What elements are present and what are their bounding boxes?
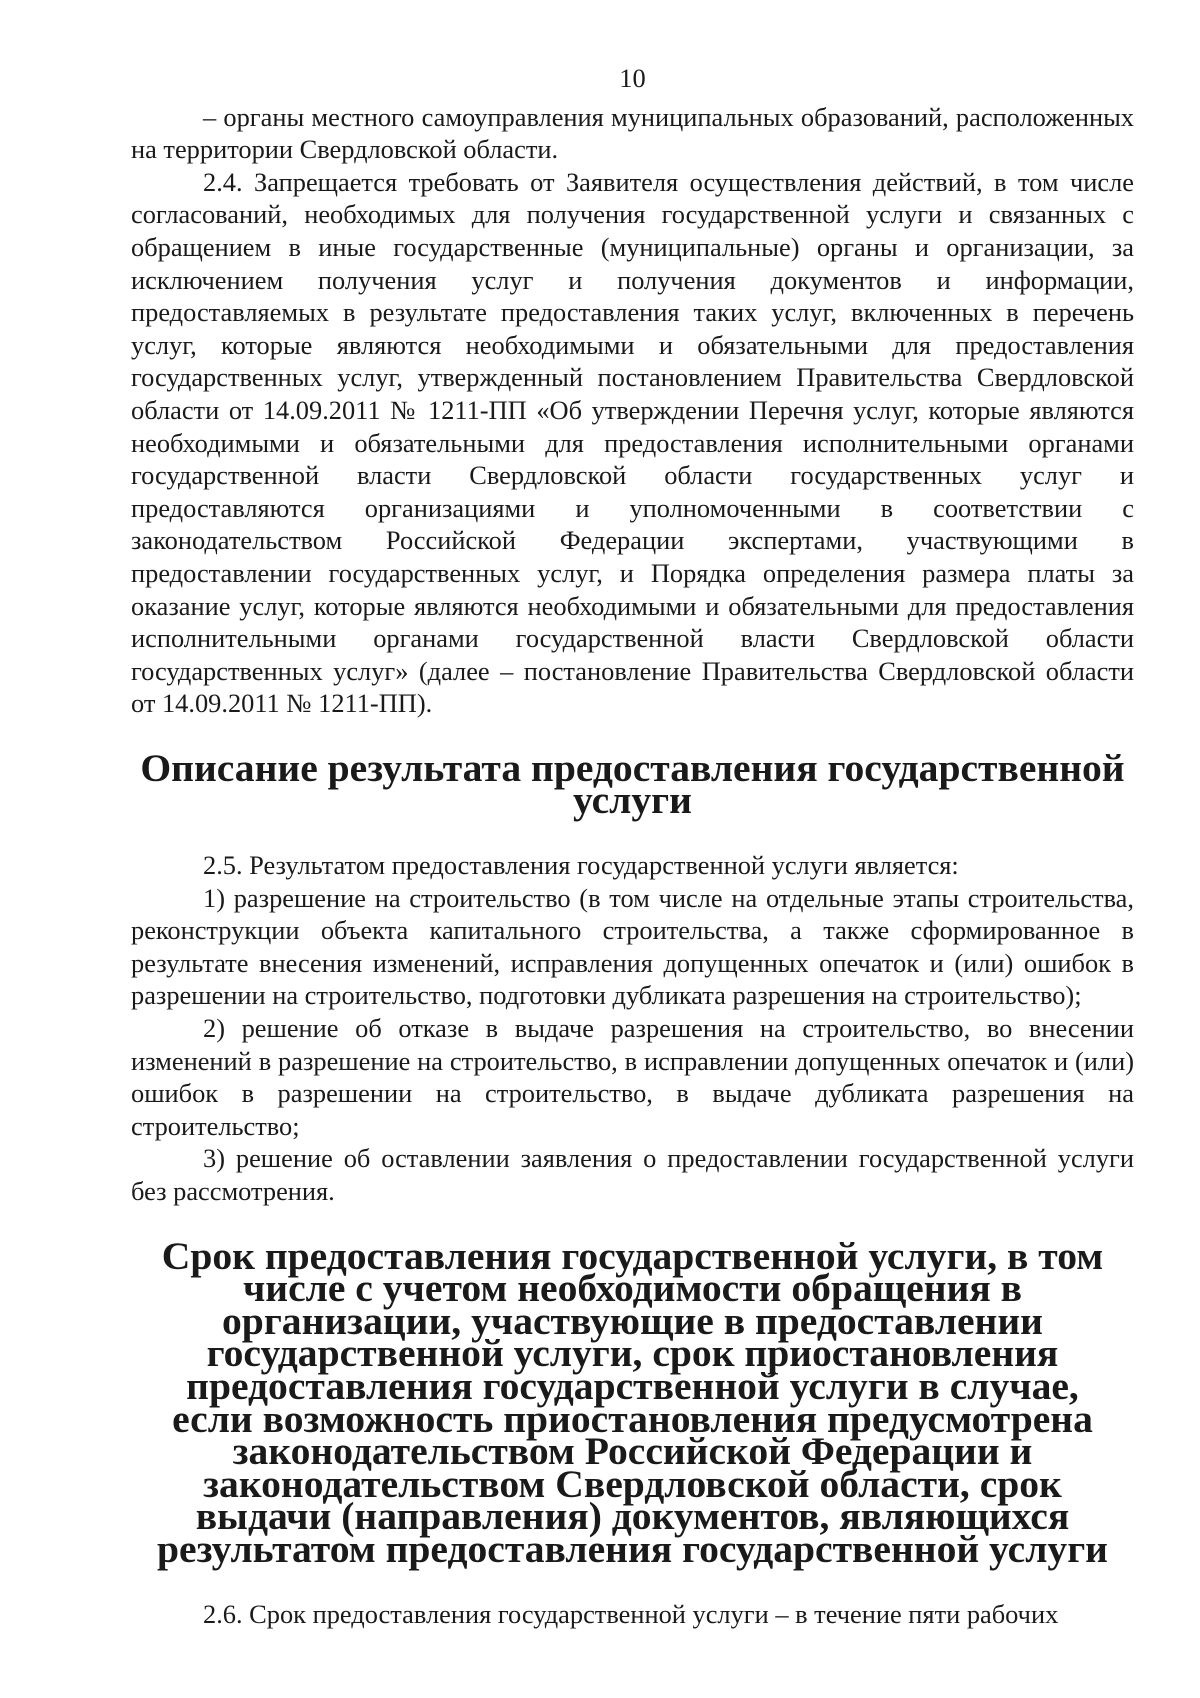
page-number: 10 <box>619 63 646 93</box>
paragraph-2-5: 2.5. Результатом предоставления государственной услуги является: <box>203 850 959 881</box>
paragraph-local-authorities: – органы местного самоуправления муниципальных образований, расположенных на территории Свердловской области. <box>131 101 1134 165</box>
document-page <box>131 62 1134 1630</box>
section-heading-term: Срок предоставления государственной услуги, в том числе с учетом необходимости обращения в организации, участвующие в предоставлении государственной услуги, срок приостановления предоставления государственной услуги в случае, если возможность приостановления предусмотрена законодательством Российской Федерации и законодательством Свердловской области, срок выдачи (направления) документов, являющихся результатом предоставления государственной услуги <box>157 1233 1108 1571</box>
list-item-3: 3) решение об оставлении заявления о предоставлении государственной услуги без рассмотрения. <box>131 1143 1134 1206</box>
paragraph-2-6: 2.6. Срок предоставления государственной услуги – в течение пяти рабочих <box>203 1598 1059 1629</box>
section-heading-result: Описание результата предоставления государственной услуги <box>140 745 1125 823</box>
list-item-2: 2) решение об отказе в выдаче разрешения на строительство, во внесении изменений в разрешение на строительство, в исправлении допущенных опечаток и (или) ошибок в разрешении на строительство, в выдаче дубликата разрешения на строительство; <box>131 1013 1134 1141</box>
list-item-1: 1) разрешение на строительство (в том числе на отдельные этапы строительства, реконструкции объекта капитального строительства, а также сформированное в результате внесения изменений, исправления допущенных опечаток и (или) ошибок в разрешении на строительство, подготовки дубликата разрешения на строительство); <box>131 882 1134 1011</box>
paragraph-2-4: 2.4. Запрещается требовать от Заявителя осуществления действий, в том числе согласований, необходимых для получения государственной услуги и связанных с обращением в иные государственные (муниципальные) органы и организации, за исключением получения услуг и получения документов и информации, предоставляемых в результате предоставления таких услуг, включенных в перечень услуг, которые являются необходимыми и обязательными для предоставления государственных услуг, утвержденный постановлением Правительства Свердловской области от 14.09.2011 № 1211-ПП «Об утверждении Перечня услуг, которые являются необходимыми и обязательными для предоставления исполнительными органами государственной власти Свердловской области государственных услуг и предоставляются организациями и уполномоченными в соответствии с законодательством Российской Федерации экспертами, участвующими в предоставлении государственных услуг, и Порядка определения размера платы за оказание услуг, которые являются необходимыми и обязательными для предоставления исполнительными органами государственной власти Свердловской области государственных услуг» (далее – постановление Правительства Свердловской области от 14.09.2011 № 1211-ПП). <box>131 166 1134 719</box>
